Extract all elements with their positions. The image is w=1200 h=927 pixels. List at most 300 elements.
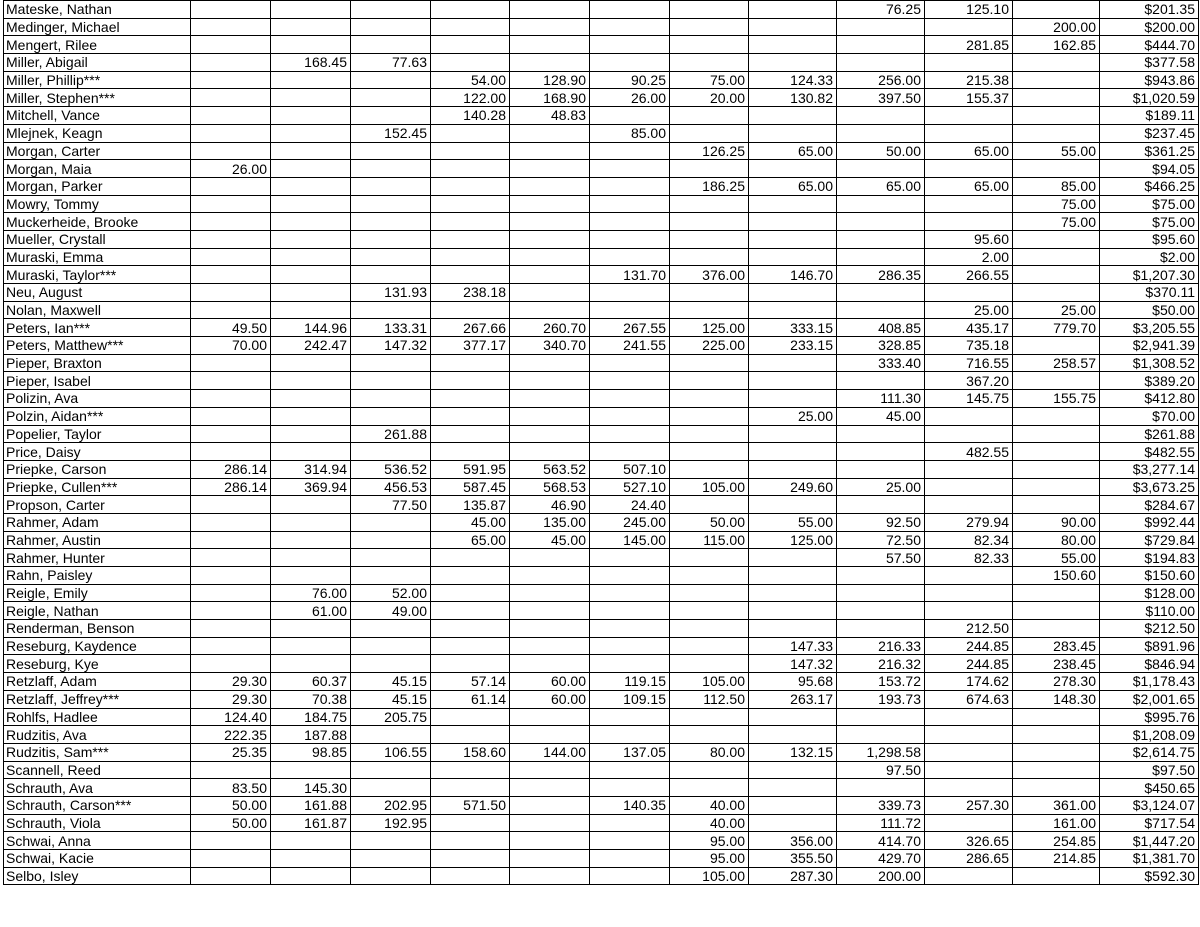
amount-cell <box>191 602 271 620</box>
amount-cell <box>191 549 271 567</box>
amount-cell <box>590 142 670 160</box>
amount-cell <box>749 708 837 726</box>
amount-cell: 340.70 <box>510 337 590 355</box>
amount-cell <box>837 36 925 54</box>
total-cell: $2,001.65 <box>1100 690 1199 708</box>
total-cell: $189.11 <box>1100 107 1199 125</box>
amount-cell <box>670 284 749 302</box>
amount-cell: 29.30 <box>191 690 271 708</box>
amount-cell: 133.31 <box>351 319 431 337</box>
amount-cell <box>670 620 749 638</box>
amount-cell: 339.73 <box>837 796 925 814</box>
amount-cell: 1,298.58 <box>837 743 925 761</box>
amount-cell <box>271 213 351 231</box>
amount-cell: 25.00 <box>749 407 837 425</box>
amount-cell <box>925 54 1013 72</box>
amount-cell <box>590 425 670 443</box>
amount-cell <box>1013 743 1100 761</box>
amount-cell <box>271 443 351 461</box>
table-row <box>4 513 1199 531</box>
amount-cell: 161.88 <box>271 796 351 814</box>
amount-cell: 155.75 <box>1013 390 1100 408</box>
amount-cell: 145.30 <box>271 779 351 797</box>
amount-cell: 40.00 <box>670 814 749 832</box>
amount-cell: 54.00 <box>431 71 510 89</box>
amount-cell <box>837 372 925 390</box>
amount-cell <box>837 779 925 797</box>
amount-cell: 130.82 <box>749 89 837 107</box>
amount-cell: 536.52 <box>351 460 431 478</box>
amount-cell <box>925 284 1013 302</box>
amount-cell: 132.15 <box>749 743 837 761</box>
amount-cell: 214.85 <box>1013 850 1100 868</box>
total-cell: $237.45 <box>1100 124 1199 142</box>
amount-cell <box>590 779 670 797</box>
table-row <box>4 779 1199 797</box>
amount-cell <box>431 160 510 178</box>
amount-cell: 2.00 <box>925 248 1013 266</box>
amount-cell: 55.00 <box>749 513 837 531</box>
amount-cell: 125.10 <box>925 1 1013 19</box>
total-cell: $482.55 <box>1100 443 1199 461</box>
amount-cell <box>510 443 590 461</box>
amount-cell <box>191 354 271 372</box>
total-cell: $284.67 <box>1100 496 1199 514</box>
amount-cell <box>925 867 1013 885</box>
table-row <box>4 478 1199 496</box>
total-cell: $97.50 <box>1100 761 1199 779</box>
amount-cell: 49.00 <box>351 602 431 620</box>
amount-cell: 85.00 <box>1013 177 1100 195</box>
amount-cell <box>590 160 670 178</box>
amount-cell: 147.32 <box>749 655 837 673</box>
amount-cell <box>837 230 925 248</box>
total-cell: $992.44 <box>1100 513 1199 531</box>
amount-cell <box>1013 160 1100 178</box>
amount-cell: 716.55 <box>925 354 1013 372</box>
amount-cell: 286.14 <box>191 460 271 478</box>
amount-cell <box>670 160 749 178</box>
amount-cell <box>1013 89 1100 107</box>
amount-cell <box>271 71 351 89</box>
amount-cell <box>749 213 837 231</box>
amount-cell <box>351 160 431 178</box>
total-cell: $3,673.25 <box>1100 478 1199 496</box>
amount-cell <box>510 195 590 213</box>
amount-cell: 429.70 <box>837 850 925 868</box>
amount-cell <box>271 407 351 425</box>
amount-cell <box>1013 496 1100 514</box>
table-row <box>4 867 1199 885</box>
name-cell: Muraski, Emma <box>4 248 191 266</box>
amount-cell: 256.00 <box>837 71 925 89</box>
amount-cell <box>271 637 351 655</box>
amount-cell <box>837 18 925 36</box>
amount-cell: 80.00 <box>1013 531 1100 549</box>
name-cell: Miller, Phillip*** <box>4 71 191 89</box>
table-row <box>4 89 1199 107</box>
amount-cell <box>590 443 670 461</box>
amount-cell: 205.75 <box>351 708 431 726</box>
amount-cell: 65.00 <box>925 142 1013 160</box>
total-cell: $200.00 <box>1100 18 1199 36</box>
amount-cell <box>749 390 837 408</box>
amount-cell <box>191 1 271 19</box>
amount-cell <box>749 602 837 620</box>
amount-cell <box>431 443 510 461</box>
amount-cell <box>670 708 749 726</box>
amount-cell <box>1013 266 1100 284</box>
amount-cell <box>590 354 670 372</box>
amount-cell <box>271 248 351 266</box>
amount-cell <box>271 531 351 549</box>
amount-cell: 45.15 <box>351 673 431 691</box>
amount-cell <box>670 779 749 797</box>
amount-cell <box>749 496 837 514</box>
amount-cell <box>670 443 749 461</box>
amount-cell <box>431 54 510 72</box>
amount-cell: 144.96 <box>271 319 351 337</box>
amount-cell: 82.34 <box>925 531 1013 549</box>
amount-cell <box>271 195 351 213</box>
amount-cell: 57.50 <box>837 549 925 567</box>
amount-cell <box>510 867 590 885</box>
amount-cell <box>431 36 510 54</box>
amount-cell <box>670 18 749 36</box>
amount-cell <box>590 726 670 744</box>
amount-cell <box>837 124 925 142</box>
amount-cell: 278.30 <box>1013 673 1100 691</box>
amount-cell: 193.73 <box>837 690 925 708</box>
amount-cell <box>431 1 510 19</box>
amount-cell: 49.50 <box>191 319 271 337</box>
amount-cell: 174.62 <box>925 673 1013 691</box>
amount-cell: 238.18 <box>431 284 510 302</box>
amount-cell: 95.68 <box>749 673 837 691</box>
amount-cell: 70.00 <box>191 337 271 355</box>
amount-cell <box>431 248 510 266</box>
amount-cell <box>590 407 670 425</box>
amount-cell <box>510 36 590 54</box>
table-row <box>4 124 1199 142</box>
amount-cell <box>749 36 837 54</box>
amount-cell <box>510 637 590 655</box>
amount-cell: 25.00 <box>837 478 925 496</box>
amount-cell <box>271 124 351 142</box>
table-row <box>4 761 1199 779</box>
table-row <box>4 637 1199 655</box>
amount-cell <box>191 195 271 213</box>
amount-cell <box>351 850 431 868</box>
amount-cell <box>590 584 670 602</box>
name-cell: Rudzitis, Ava <box>4 726 191 744</box>
amount-cell <box>837 567 925 585</box>
amount-cell: 52.00 <box>351 584 431 602</box>
amount-cell <box>1013 478 1100 496</box>
name-cell: Polzin, Aidan*** <box>4 407 191 425</box>
amount-cell: 222.35 <box>191 726 271 744</box>
amount-cell <box>431 142 510 160</box>
name-cell: Mengert, Rilee <box>4 36 191 54</box>
ledger-table <box>3 0 1199 885</box>
amount-cell: 328.85 <box>837 337 925 355</box>
total-cell: $1,020.59 <box>1100 89 1199 107</box>
amount-cell: 140.28 <box>431 107 510 125</box>
amount-cell <box>590 230 670 248</box>
name-cell: Propson, Carter <box>4 496 191 514</box>
amount-cell <box>590 1 670 19</box>
amount-cell <box>271 284 351 302</box>
amount-cell: 65.00 <box>749 177 837 195</box>
amount-cell: 355.50 <box>749 850 837 868</box>
total-cell: $110.00 <box>1100 602 1199 620</box>
amount-cell <box>271 867 351 885</box>
amount-cell <box>510 124 590 142</box>
amount-cell: 212.50 <box>925 620 1013 638</box>
total-cell: $50.00 <box>1100 301 1199 319</box>
name-cell: Rahmer, Adam <box>4 513 191 531</box>
amount-cell <box>590 602 670 620</box>
amount-cell <box>510 779 590 797</box>
amount-cell: 257.30 <box>925 796 1013 814</box>
name-cell: Rahmer, Austin <box>4 531 191 549</box>
amount-cell <box>1013 620 1100 638</box>
amount-cell <box>925 743 1013 761</box>
amount-cell: 571.50 <box>431 796 510 814</box>
amount-cell <box>351 531 431 549</box>
table-row <box>4 584 1199 602</box>
amount-cell <box>271 620 351 638</box>
amount-cell <box>510 390 590 408</box>
amount-cell: 60.00 <box>510 673 590 691</box>
amount-cell <box>271 107 351 125</box>
amount-cell <box>670 36 749 54</box>
amount-cell <box>1013 443 1100 461</box>
table-row <box>4 602 1199 620</box>
amount-cell: 587.45 <box>431 478 510 496</box>
name-cell: Priepke, Carson <box>4 460 191 478</box>
amount-cell: 77.50 <box>351 496 431 514</box>
amount-cell: 414.70 <box>837 832 925 850</box>
amount-cell <box>191 71 271 89</box>
amount-cell <box>271 372 351 390</box>
amount-cell <box>510 584 590 602</box>
amount-cell <box>271 496 351 514</box>
amount-cell <box>749 584 837 602</box>
amount-cell: 161.00 <box>1013 814 1100 832</box>
amount-cell <box>191 496 271 514</box>
amount-cell <box>351 372 431 390</box>
amount-cell <box>191 867 271 885</box>
amount-cell: 61.00 <box>271 602 351 620</box>
amount-cell: 60.00 <box>510 690 590 708</box>
table-row <box>4 425 1199 443</box>
amount-cell <box>837 496 925 514</box>
amount-cell: 135.87 <box>431 496 510 514</box>
total-cell: $377.58 <box>1100 54 1199 72</box>
name-cell: Muckerheide, Brooke <box>4 213 191 231</box>
amount-cell: 283.45 <box>1013 637 1100 655</box>
amount-cell <box>590 18 670 36</box>
amount-cell: 216.33 <box>837 637 925 655</box>
amount-cell: 735.18 <box>925 337 1013 355</box>
amount-cell <box>670 230 749 248</box>
amount-cell <box>670 584 749 602</box>
amount-cell: 155.37 <box>925 89 1013 107</box>
amount-cell <box>191 407 271 425</box>
amount-cell <box>837 160 925 178</box>
table-row <box>4 407 1199 425</box>
amount-cell <box>510 796 590 814</box>
amount-cell <box>351 761 431 779</box>
amount-cell <box>431 124 510 142</box>
amount-cell: 258.57 <box>1013 354 1100 372</box>
amount-cell <box>590 372 670 390</box>
amount-cell <box>670 761 749 779</box>
amount-cell <box>191 620 271 638</box>
amount-cell <box>925 478 1013 496</box>
amount-cell <box>351 832 431 850</box>
amount-cell <box>749 354 837 372</box>
amount-cell: 95.00 <box>670 832 749 850</box>
amount-cell: 48.83 <box>510 107 590 125</box>
total-cell: $70.00 <box>1100 407 1199 425</box>
amount-cell <box>271 18 351 36</box>
amount-cell <box>431 372 510 390</box>
amount-cell <box>191 230 271 248</box>
amount-cell <box>590 284 670 302</box>
amount-cell <box>590 761 670 779</box>
amount-cell: 144.00 <box>510 743 590 761</box>
amount-cell <box>670 195 749 213</box>
amount-cell <box>749 284 837 302</box>
amount-cell <box>351 1 431 19</box>
amount-cell <box>191 513 271 531</box>
total-cell: $3,124.07 <box>1100 796 1199 814</box>
amount-cell <box>1013 71 1100 89</box>
amount-cell <box>510 1 590 19</box>
amount-cell: 122.00 <box>431 89 510 107</box>
amount-cell: 333.40 <box>837 354 925 372</box>
amount-cell <box>925 602 1013 620</box>
amount-cell <box>749 796 837 814</box>
amount-cell <box>271 177 351 195</box>
amount-cell <box>837 726 925 744</box>
name-cell: Morgan, Maia <box>4 160 191 178</box>
amount-cell <box>510 708 590 726</box>
amount-cell <box>191 425 271 443</box>
amount-cell: 152.45 <box>351 124 431 142</box>
name-cell: Miller, Abigail <box>4 54 191 72</box>
amount-cell <box>351 142 431 160</box>
amount-cell: 326.65 <box>925 832 1013 850</box>
amount-cell <box>749 620 837 638</box>
amount-cell <box>431 850 510 868</box>
amount-cell <box>191 301 271 319</box>
amount-cell <box>1013 867 1100 885</box>
amount-cell <box>271 142 351 160</box>
total-cell: $1,207.30 <box>1100 266 1199 284</box>
amount-cell <box>1013 248 1100 266</box>
amount-cell <box>670 107 749 125</box>
amount-cell <box>351 655 431 673</box>
amount-cell: 65.00 <box>431 531 510 549</box>
amount-cell <box>510 726 590 744</box>
name-cell: Reseburg, Kye <box>4 655 191 673</box>
amount-cell <box>837 248 925 266</box>
amount-cell <box>590 107 670 125</box>
name-cell: Mlejnek, Keagn <box>4 124 191 142</box>
amount-cell <box>510 372 590 390</box>
amount-cell: 105.00 <box>670 867 749 885</box>
amount-cell <box>749 549 837 567</box>
amount-cell: 200.00 <box>1013 18 1100 36</box>
amount-cell <box>431 213 510 231</box>
amount-cell <box>590 655 670 673</box>
amount-cell: 112.50 <box>670 690 749 708</box>
amount-cell <box>510 54 590 72</box>
amount-cell: 162.85 <box>1013 36 1100 54</box>
amount-cell: 111.30 <box>837 390 925 408</box>
amount-cell: 168.90 <box>510 89 590 107</box>
amount-cell <box>925 708 1013 726</box>
name-cell: Schrauth, Carson*** <box>4 796 191 814</box>
name-cell: Schrauth, Ava <box>4 779 191 797</box>
amount-cell: 128.90 <box>510 71 590 89</box>
total-cell: $995.76 <box>1100 708 1199 726</box>
total-cell: $1,308.52 <box>1100 354 1199 372</box>
amount-cell <box>431 230 510 248</box>
amount-cell: 92.50 <box>837 513 925 531</box>
amount-cell: 408.85 <box>837 319 925 337</box>
amount-cell <box>670 460 749 478</box>
table-row <box>4 620 1199 638</box>
amount-cell <box>431 301 510 319</box>
amount-cell: 356.00 <box>749 832 837 850</box>
amount-cell <box>431 177 510 195</box>
amount-cell <box>431 549 510 567</box>
total-cell: $1,178.43 <box>1100 673 1199 691</box>
amount-cell <box>837 708 925 726</box>
amount-cell <box>749 18 837 36</box>
total-cell: $2,941.39 <box>1100 337 1199 355</box>
amount-cell <box>510 761 590 779</box>
amount-cell <box>590 620 670 638</box>
total-cell: $3,205.55 <box>1100 319 1199 337</box>
amount-cell: 153.72 <box>837 673 925 691</box>
amount-cell: 187.88 <box>271 726 351 744</box>
amount-cell <box>749 124 837 142</box>
amount-cell: 377.17 <box>431 337 510 355</box>
name-cell: Schwai, Kacie <box>4 850 191 868</box>
table-row <box>4 443 1199 461</box>
name-cell: Peters, Matthew*** <box>4 337 191 355</box>
amount-cell <box>191 584 271 602</box>
total-cell: $444.70 <box>1100 36 1199 54</box>
amount-cell: 150.60 <box>1013 567 1100 585</box>
table-row <box>4 814 1199 832</box>
amount-cell <box>925 761 1013 779</box>
amount-cell <box>191 36 271 54</box>
amount-cell <box>510 549 590 567</box>
amount-cell <box>191 761 271 779</box>
amount-cell: 29.30 <box>191 673 271 691</box>
amount-cell: 55.00 <box>1013 549 1100 567</box>
amount-cell: 137.05 <box>590 743 670 761</box>
amount-cell <box>837 602 925 620</box>
amount-cell <box>271 832 351 850</box>
amount-cell: 254.85 <box>1013 832 1100 850</box>
